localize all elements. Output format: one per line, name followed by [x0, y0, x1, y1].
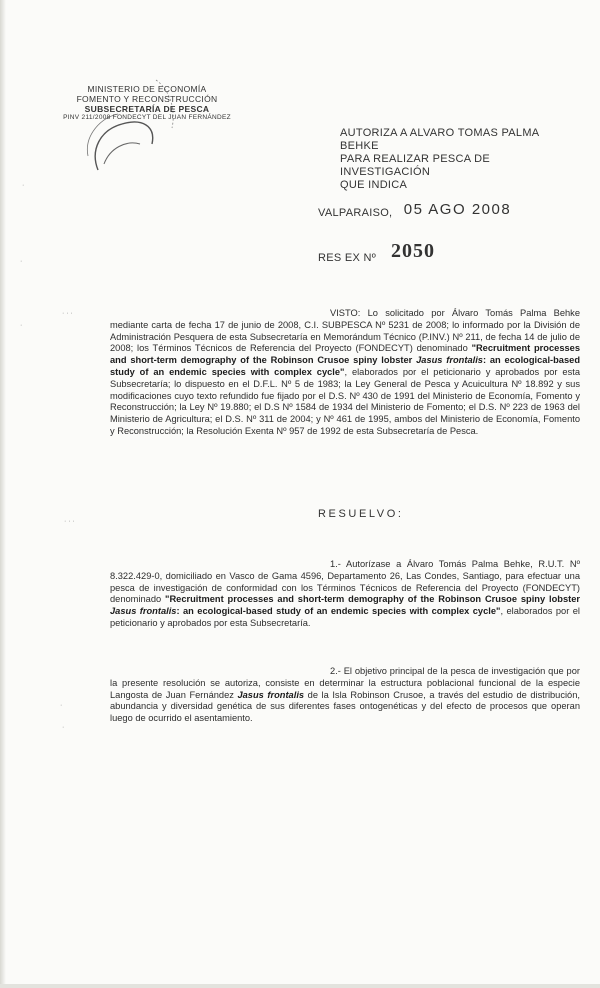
subject-block	[340, 127, 580, 192]
visto-paragraph	[110, 308, 580, 438]
item-2-text-2: de la Isla Robinson Crusoe, a través del estudio de distribución, abundancia y diversidad genética de sus diferentes fases ontogenéticas y del efecto de procesos que operan luego de ocurrido el asentamiento.	[110, 689, 580, 724]
date-stamp: 05 AGO 2008	[403, 201, 512, 218]
visto-text-2: , elaborados por el peticionario y aprobados por esta Subsecretaría; lo dispuesto en el D.F.L. Nº 5 de 1983; la Ley General de Pesca y Acuicultura Nº 18.892 y sus modificaciones cuyo texto refundido fue fijado por el D.S. Nº 430 de 1991 del Ministerio de Economía, Fomento y Reconstrucción; la Ley Nº 19.880; el D.S Nº 1584 de 1934 del Ministerio de Fomento; el D.S. Nº 223 de 1963 del Ministerio de Agricultura; el D.S. Nº 311 de 2004; y Nº 461 de 1995, ambos del Ministerio de Economía, Fomento y Reconstrucción; la Resolución Exenta Nº 957 de 1992 de esta Subsecretaría de Pesca.	[110, 366, 580, 436]
visto-text-1: Lo solicitado por Álvaro Tomás Palma Behke mediante carta de fecha 17 de junio de 2008, C.I. SUBPESCA Nº 5231 de 2008; lo informado por la División de Administración Pesquera de esta Subsecretaría en Memorándum Técnico (P.INV.) Nº 211, de fecha 14 de julio de 2008; los Términos Técnicos de Referencia del Proyecto (FONDECYT) denominado	[110, 308, 581, 354]
subject-line-3: QUE INDICA	[340, 179, 408, 191]
item-1-lead: 1.- Autorízase a Álvaro Tomás Palma Behke,	[330, 559, 533, 569]
resolution-number	[318, 240, 435, 264]
item-2-text-1: investigación que por la presente resolución se autoriza, consiste en determinar la estructura poblacional funcional de la especie Langosta de Juan Fernández	[110, 666, 580, 700]
visto-project-title: "Recruitment processes and short-term demography of the Robinson Crusoe spiny lobster Jasus frontalis: an ecological-based study of an endemic species with complex cycle"	[110, 343, 581, 377]
item-1-paragraph	[110, 559, 580, 630]
scan-edge	[0, 0, 6, 988]
place-date	[318, 203, 511, 220]
reference-line: PINV 211/2008 FONDECYT DEL JUAN FERNÁNDEZ	[63, 114, 231, 121]
item-2-paragraph	[110, 666, 580, 725]
visto-lead: VISTO:	[330, 308, 361, 318]
item-1-text-1: R.U.T. Nº 8.322.429-0, domiciliado en Vasco de Gama 4596, Departamento 26, Las Condes, Santiago, para efectuar una pesca de investigación de conformidad con los Términos Técnicos de Referencia del Proyecto (FONDECYT) denominado	[110, 559, 580, 605]
ministry-name: MINISTERIO DE ECONOMÍA	[87, 84, 207, 94]
item-2-species: Jasus frontalis	[237, 689, 305, 700]
ministry-name-2: FOMENTO Y RECONSTRUCCIÓN	[76, 94, 218, 104]
item-1-text-2: , elaborados por el peticionario y aprobados por esta Subsecretaría.	[110, 606, 580, 628]
letterhead	[62, 84, 232, 122]
city: VALPARAISO,	[318, 207, 393, 219]
resolution-value: 2050	[391, 240, 435, 262]
subject-line-2: PARA REALIZAR PESCA DE INVESTIGACIÓN	[340, 153, 491, 178]
resolution-label: RES EX Nº	[318, 252, 377, 264]
item-2-lead: 2.- El objetivo principal de la pesca de	[330, 666, 489, 676]
scan-bottom-edge	[0, 984, 600, 988]
subject-line-1: AUTORIZA A ALVARO TOMAS PALMA BEHKE	[340, 127, 539, 152]
document-page: MINISTERIO DE ECONOMÍA FOMENTO Y RECONSTRUCCIÓN SUBSECRETARÍA DE PESCA PINV 211/2008 FONDECYT DEL JUAN FERNÁNDEZ AUTORIZA A ALVARO TOMAS PALMA BEHKE PARA REALIZAR PESCA DE INVESTIGACIÓN QUE INDICA VALPARAISO, 05 AGO 2008 RES EX Nº 2050 VISTO: Lo solicitado por Álvaro Tomás Palma Behke mediante carta de fecha 17 de junio de 2008, C.I. SUBPESCA Nº 5231 de 2008; lo informado por la División de Administración Pesquera de esta Subsecretaría en Memorándum Técnico (P.INV.) Nº 211, de fecha 14 de julio de 2008; los Términos Técnicos de Referencia del Proyecto (FONDECYT) denominado "Recruitment processes and short-term demography of the Robinson Crusoe spiny lobster Jasus frontalis: an ecological-based study of an endemic species with complex cycle", elaborados por el peticionario y aprobados por esta Subsecretaría; lo dispuesto en el D.F.L. Nº 5 de 1983; la Ley General de Pesca y Acuicultura Nº 18.892 y sus modificaciones cuyo texto refundido fue fijado por el D.S. Nº 430 de 1991 del Ministerio de Economía, Fomento y Reconstrucción; la Ley Nº 19.880; el D.S Nº 1584 de 1934 del Ministerio de Fomento; el D.S. Nº 223 de 1963 del Ministerio de Agricultura; el D.S. Nº 311 de 2004; y Nº 461 de 1995, ambos del Ministerio de Economía, Fomento y Reconstrucción; la Resolución Exenta Nº 957 de 1992 de esta Subsecretaría de Pesca. RESUELVO: 1.- Autorízase a Álvaro Tomás Palma Behke, R.U.T. Nº 8.322.429-0, domiciliado en Vasco de Gama 4596, Departamento 26, Las Condes, Santiago, para efectuar una pesca de investigación de conformidad con los Términos Técnicos de Referencia del Proyecto (FONDECYT) denominado "Recruitment processes and short-term demography of the Robinson Crusoe spiny lobster Jasus frontalis: an ecological-based study of an endemic species with complex cycle", elaborados por el peticionario y aprobados por esta Subsecretaría. 2.- El objetivo principal de la pesca de investigación que por la presente resolución se autoriza, consiste en determinar la estructura poblacional funcional de la especie Langosta de Juan Fernández Jasus frontalis de la Isla Robinson Crusoe, a través del estudio de distribución, abundancia y diversidad genética de sus diferentes fases ontogenéticas y del efecto de procesos que operan luego de ocurrido el asentamiento. · · · · · · · · · · ·	[0, 0, 600, 988]
item-1-project-title: "Recruitment processes and short-term demography of the Robinson Crusoe spiny lobster Jasus frontalis: an ecological-based study of an endemic species with complex cycle"	[110, 594, 580, 617]
resuelvo-heading: RESUELVO:	[318, 508, 404, 520]
subsecretaria-name: SUBSECRETARÍA DE PESCA	[84, 104, 210, 114]
